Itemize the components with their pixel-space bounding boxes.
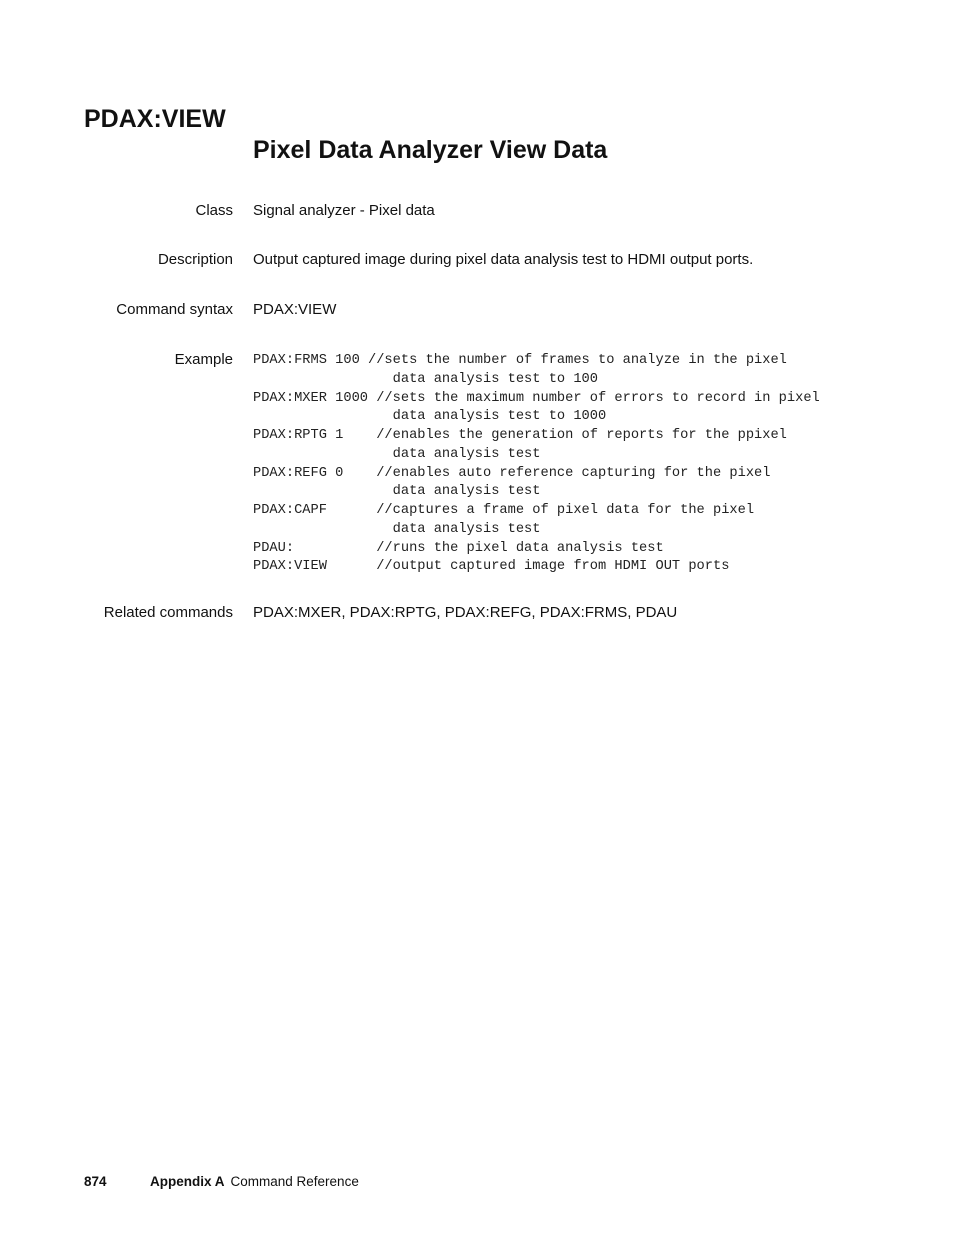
description-label: Description	[157, 251, 233, 268]
footer-section: Command Reference	[230, 1174, 359, 1189]
example-code-line: data analysis test to 100	[253, 371, 598, 387]
footer-appendix: Appendix A	[150, 1174, 225, 1189]
example-code-line: PDAU: //runs the pixel data analysis test	[253, 540, 664, 556]
related-commands-value: PDAX:MXER, PDAX:RPTG, PDAX:REFG, PDAX:FRMS, PDAU	[253, 604, 678, 621]
example-code-line: PDAX:FRMS 100 //sets the number of frames to analyze in the pixel	[253, 353, 787, 368]
example-code-line: data analysis test to 1000	[253, 409, 607, 425]
description-value: Output captured image during pixel data analysis test to HDMI output ports.	[253, 251, 754, 268]
command-name-heading: PDAX:VIEW	[84, 105, 226, 133]
example-code-line: PDAX:RPTG 1 //enables the generation of reports for the ppixel	[253, 428, 787, 443]
example-code-block	[253, 352, 820, 577]
example-label: Example	[174, 351, 233, 368]
example-code-line: PDAX:CAPF //captures a frame of pixel data for the pixel	[253, 503, 755, 518]
related-commands-label: Related commands	[103, 604, 233, 621]
class-value: Signal analyzer - Pixel data	[253, 202, 435, 219]
example-code-line: PDAX:VIEW //output captured image from HDMI OUT ports	[253, 559, 730, 575]
example-code-line: data analysis test	[253, 446, 541, 462]
page-number: 874	[84, 1174, 107, 1189]
command-title-heading: Pixel Data Analyzer View Data	[253, 136, 608, 164]
command-syntax-value: PDAX:VIEW	[253, 301, 337, 318]
page-footer	[84, 1174, 359, 1190]
example-code-line: PDAX:MXER 1000 //sets the maximum number of errors to record in pixel	[253, 390, 820, 406]
example-code-line: data analysis test	[253, 521, 541, 537]
class-label: Class	[195, 202, 233, 219]
example-code-line: PDAX:REFG 0 //enables auto reference capturing for the pixel	[253, 465, 771, 481]
command-syntax-label: Command syntax	[116, 301, 233, 318]
example-code-line: data analysis test	[253, 484, 541, 500]
